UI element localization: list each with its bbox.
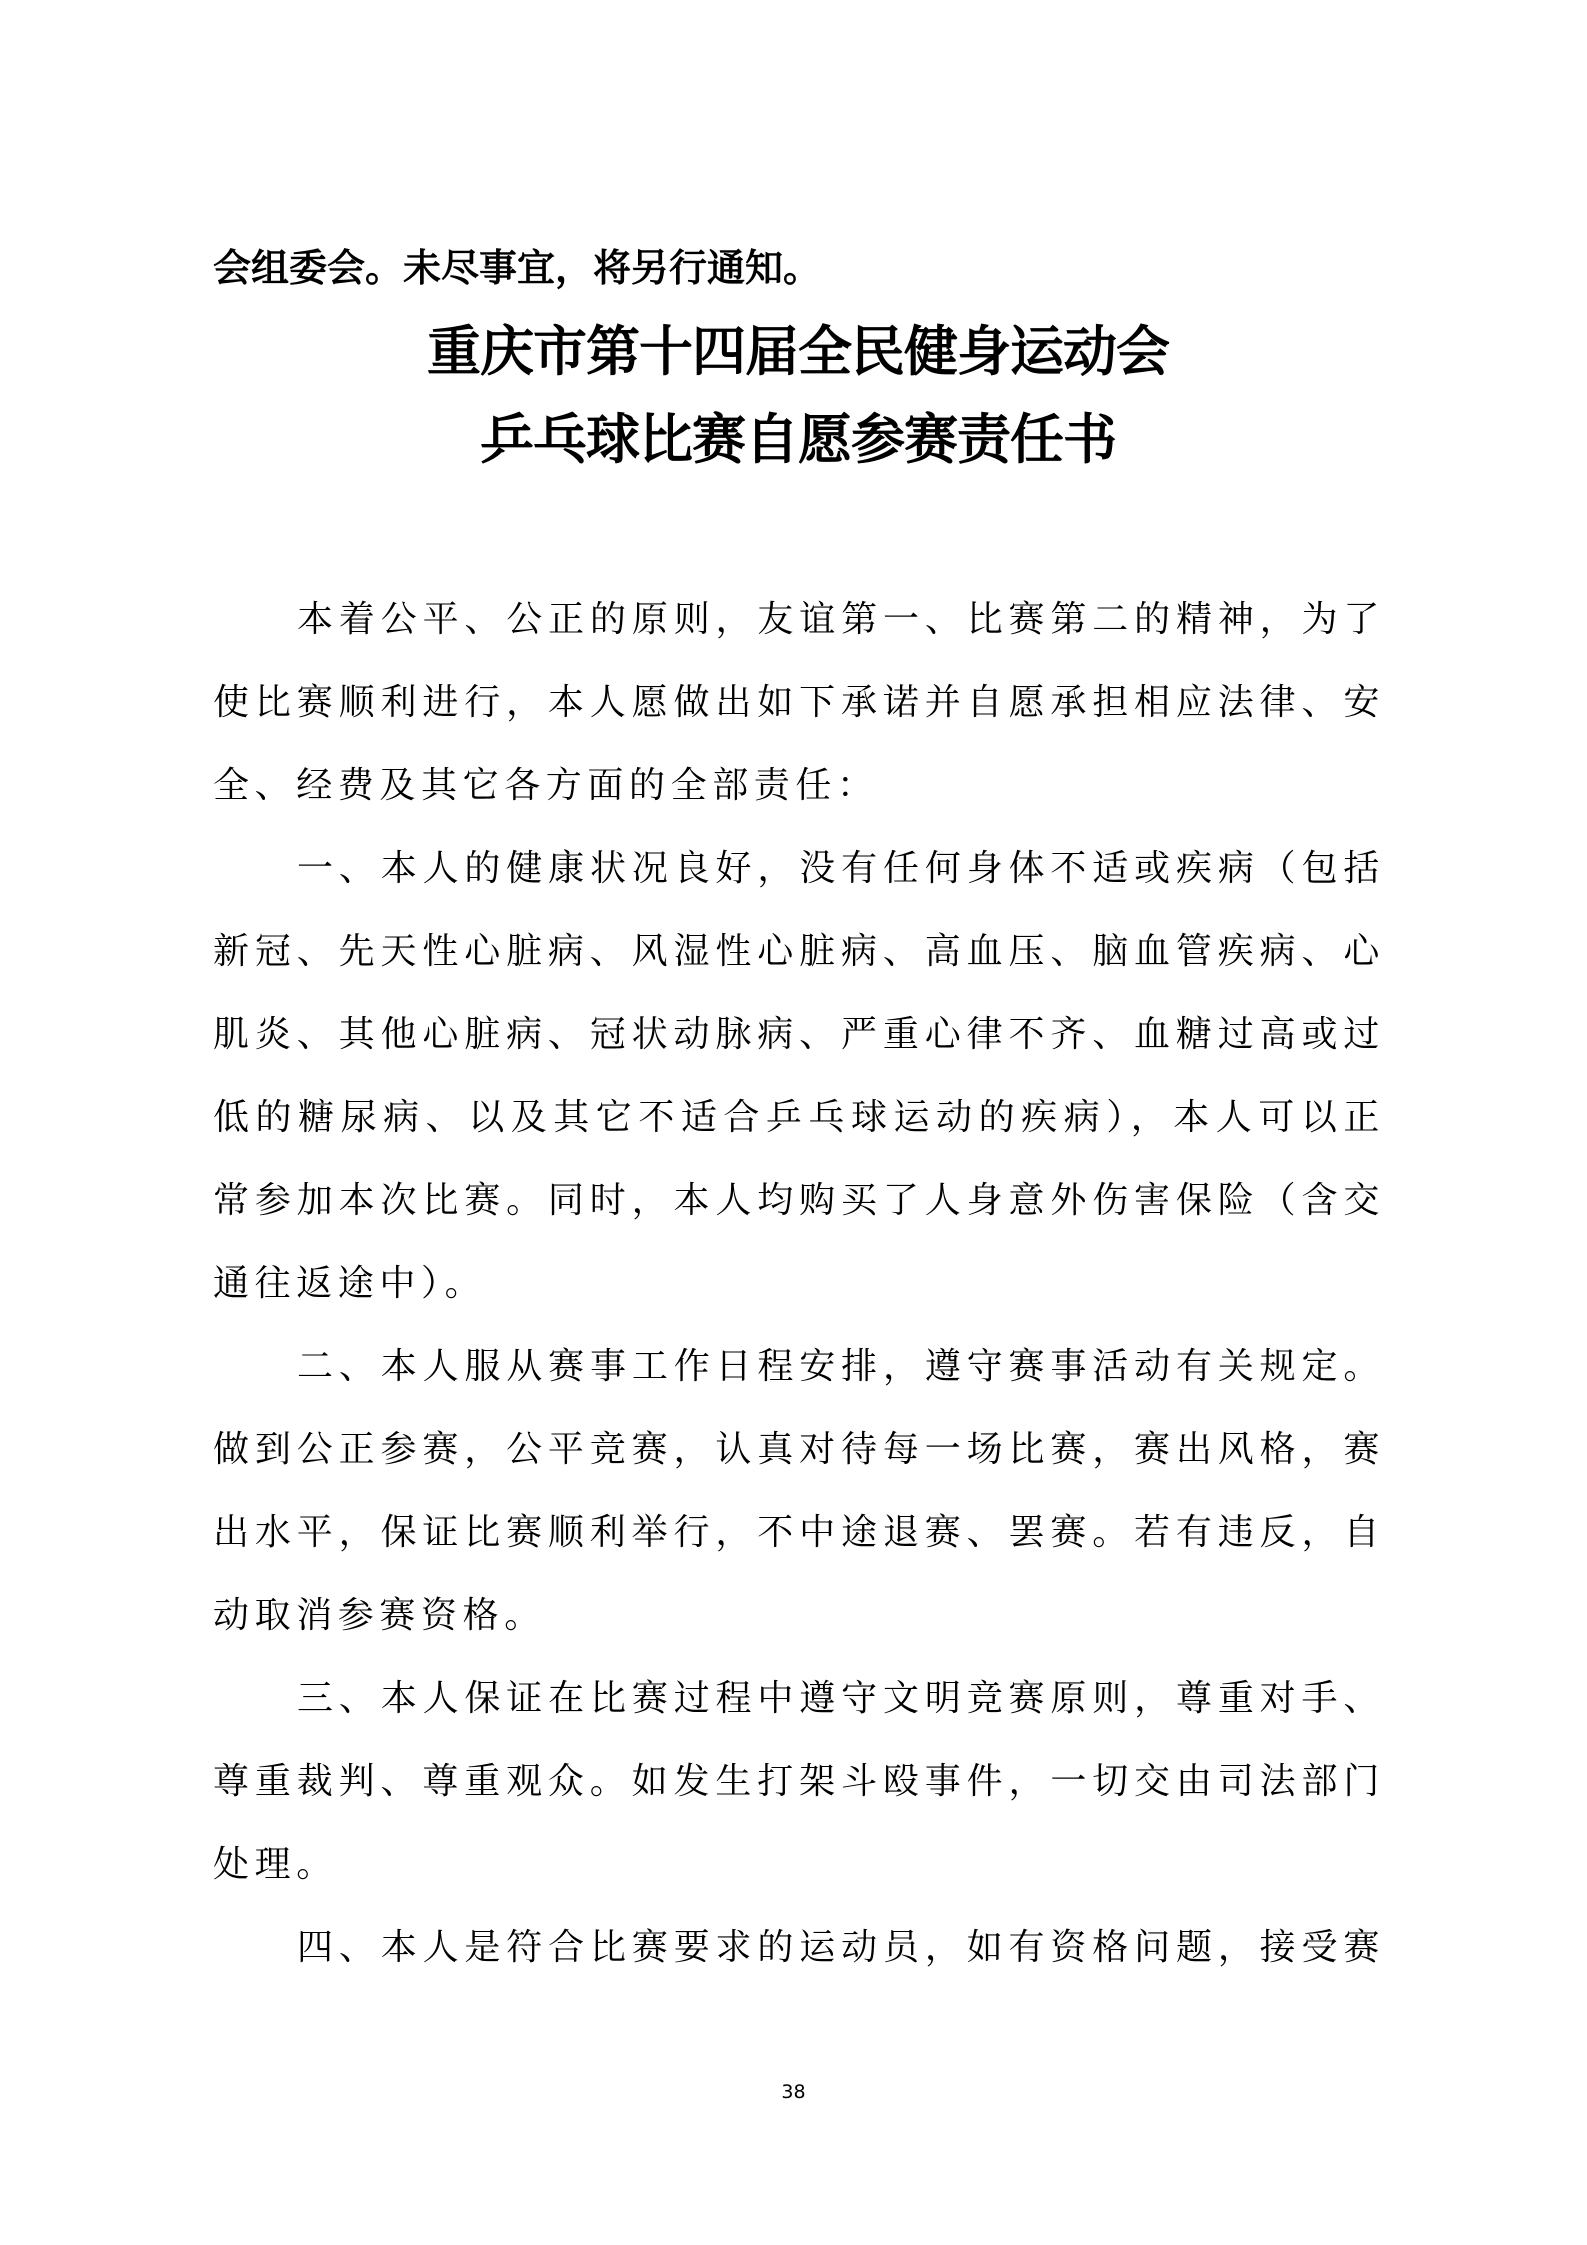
page-number: 38 <box>781 2081 806 2103</box>
body-line: 使比赛顺利进行，本人愿做出如下承诺并自愿承担相应法律、安 <box>213 682 1385 723</box>
document-body <box>213 578 1385 1989</box>
body-line: 尊重裁判、尊重观众。如发生打架斗殴事件，一切交由司法部门 <box>213 1761 1385 1802</box>
body-line: 动取消参赛资格。 <box>213 1595 546 1636</box>
document-title-line-2: 乒乓球比赛自愿参赛责任书 <box>480 407 1116 471</box>
body-line: 二、本人服从赛事工作日程安排，遵守赛事活动有关规定。 <box>297 1346 1385 1387</box>
body-line: 通往返途中）。 <box>213 1263 487 1304</box>
body-line: 一、本人的健康状况良好，没有任何身体不适或疾病（包括 <box>297 848 1385 889</box>
body-line: 新冠、先天性心脏病、风湿性心脏病、高血压、脑血管疾病、心 <box>213 931 1385 972</box>
body-line: 全、经费及其它各方面的全部责任： <box>213 765 879 806</box>
body-line: 三、本人保证在比赛过程中遵守文明竞赛原则，尊重对手、 <box>297 1678 1385 1719</box>
body-line: 肌炎、其他心脏病、冠状动脉病、严重心律不齐、血糖过高或过 <box>213 1014 1385 1055</box>
body-line: 本着公平、公正的原则，友谊第一、比赛第二的精神，为了 <box>297 599 1385 640</box>
body-line: 常参加本次比赛。同时，本人均购买了人身意外伤害保险（含交 <box>213 1180 1385 1221</box>
body-line: 低的糖尿病、以及其它不适合乒乓球运动的疾病），本人可以正 <box>213 1097 1385 1138</box>
body-line: 做到公正参赛，公平竞赛，认真对待每一场比赛，赛出风格，赛 <box>213 1429 1385 1470</box>
carryover-text: 会组委会。未尽事宜，将另行通知。 <box>213 246 822 290</box>
body-line: 处理。 <box>213 1844 338 1885</box>
body-line: 四、本人是符合比赛要求的运动员，如有资格问题，接受赛 <box>297 1927 1385 1968</box>
body-line: 出水平，保证比赛顺利举行，不中途退赛、罢赛。若有违反，自 <box>213 1512 1385 1553</box>
document-title-line-1: 重庆市第十四届全民健身运动会 <box>427 319 1169 383</box>
